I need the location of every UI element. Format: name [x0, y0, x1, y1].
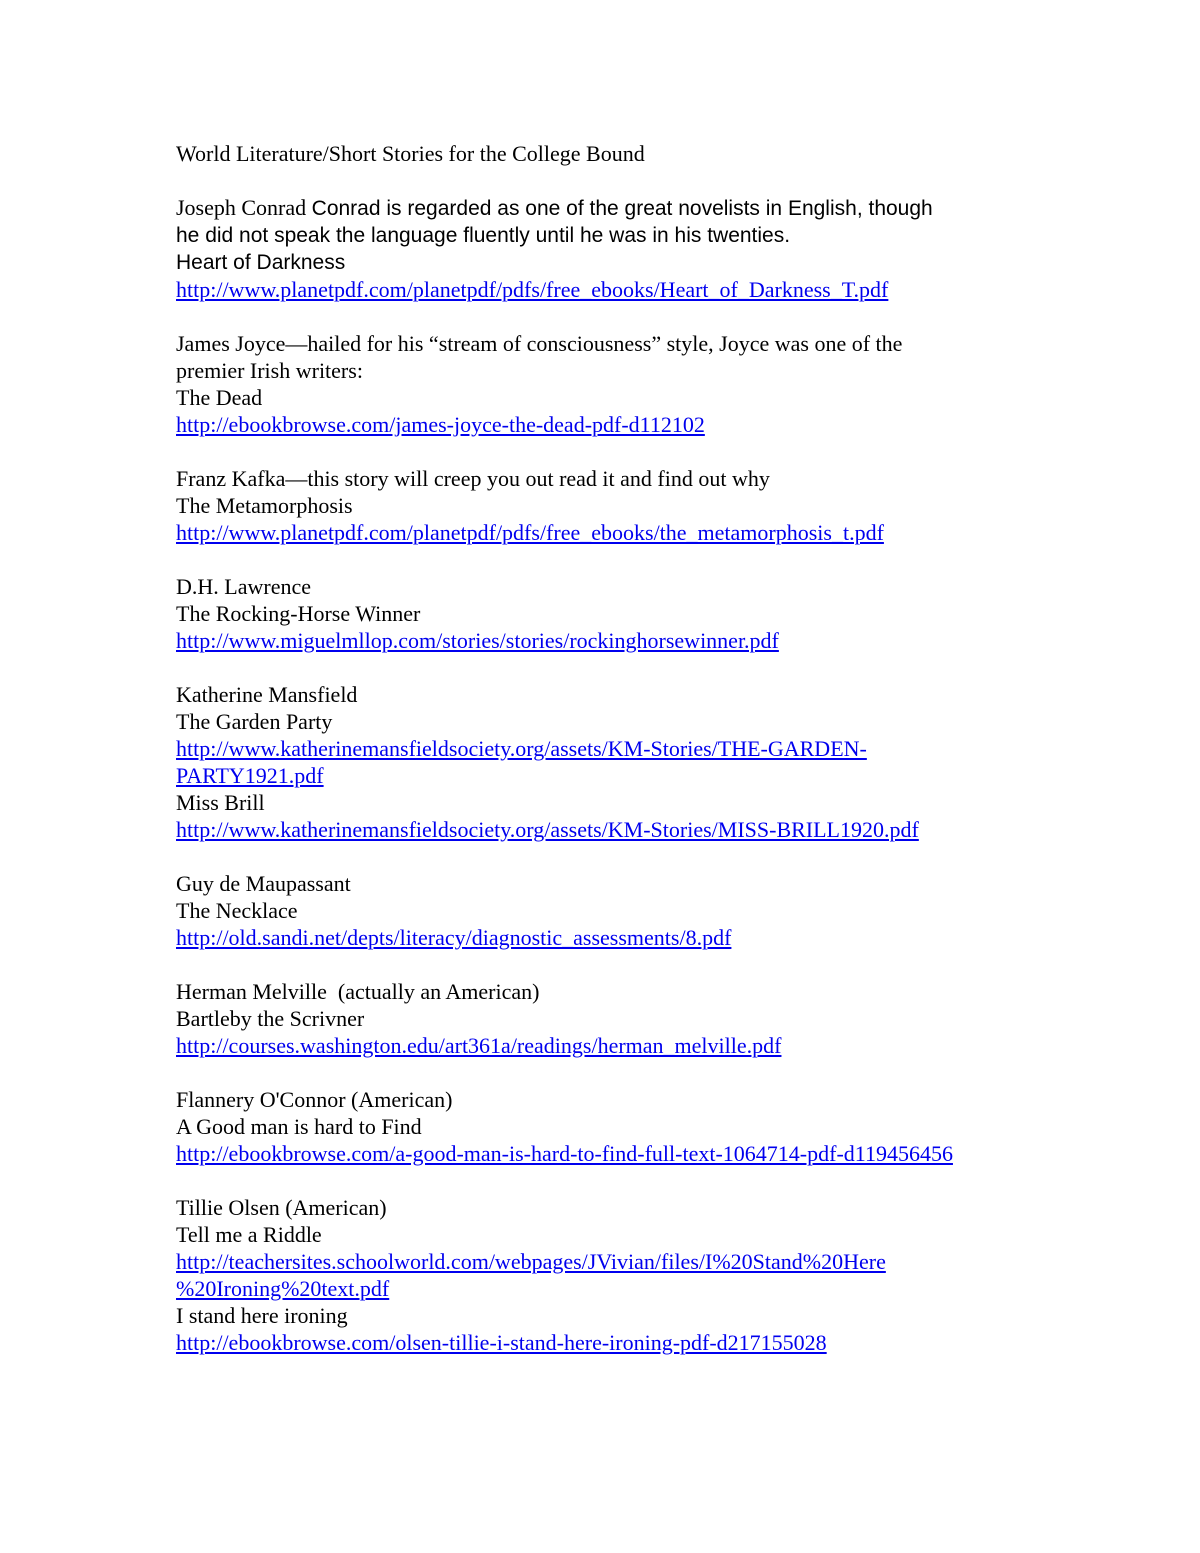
spacer [176, 654, 1136, 681]
author-name: Herman Melville (actually an American) [176, 979, 540, 1004]
author-description-cont: premier Irish writers: [176, 358, 363, 383]
work-title: Bartleby the Scrivner [176, 1006, 365, 1031]
author-name: Tillie Olsen (American) [176, 1195, 387, 1220]
work-title: A Good man is hard to Find [176, 1114, 422, 1139]
pdf-link[interactable]: http://www.planetpdf.com/planetpdf/pdfs/free_ebooks/the_metamorphosis_t.pdf [176, 520, 884, 545]
work-title: The Garden Party [176, 709, 333, 734]
pdf-link[interactable]: http://www.miguelmllop.com/stories/stories/rockinghorsewinner.pdf [176, 628, 779, 653]
author-description: Conrad is regarded as one of the great novelists in English, though [311, 197, 933, 220]
work-title: The Dead [176, 385, 263, 410]
work-title: I stand here ironing [176, 1303, 348, 1328]
spacer [176, 546, 1136, 573]
work-title: The Metamorphosis [176, 493, 353, 518]
spacer [176, 303, 1136, 330]
pdf-link[interactable]: http://ebookbrowse.com/james-joyce-the-dead-pdf-d112102 [176, 412, 705, 437]
pdf-link[interactable]: http://teachersites.schoolworld.com/webpages/JVivian/files/I%20Stand%20Here [176, 1249, 886, 1274]
pdf-link[interactable]: http://www.katherinemansfieldsociety.org/assets/KM-Stories/THE-GARDEN- [176, 736, 867, 761]
pdf-link[interactable]: http://www.planetpdf.com/planetpdf/pdfs/free_ebooks/Heart_of_Darkness_T.pdf [176, 277, 889, 302]
work-title: The Rocking-Horse Winner [176, 601, 421, 626]
author-description-cont: he did not speak the language fluently until he was in his twenties. [176, 224, 791, 247]
author-name: D.H. Lawrence [176, 574, 311, 599]
author-description: Franz Kafka—this story will creep you out read it and find out why [176, 466, 770, 491]
spacer [176, 1167, 1136, 1194]
work-title: The Necklace [176, 898, 298, 923]
author-name: Flannery O'Connor (American) [176, 1087, 453, 1112]
pdf-link[interactable]: http://courses.washington.edu/art361a/readings/herman_melville.pdf [176, 1033, 782, 1058]
author-name: Joseph Conrad [176, 195, 307, 220]
spacer [176, 843, 1136, 870]
work-title: Miss Brill [176, 790, 265, 815]
pdf-link-cont[interactable]: %20Ironing%20text.pdf [176, 1276, 390, 1301]
spacer [176, 951, 1136, 978]
spacer [176, 1059, 1136, 1086]
spacer [176, 167, 1136, 194]
author-name: Guy de Maupassant [176, 871, 351, 896]
work-title: Heart of Darkness [176, 251, 346, 274]
author-name: Katherine Mansfield [176, 682, 358, 707]
pdf-link[interactable]: http://ebookbrowse.com/a-good-man-is-hard-to-find-full-text-1064714-pdf-d119456456 [176, 1141, 953, 1166]
work-title: Tell me a Riddle [176, 1222, 322, 1247]
pdf-link[interactable]: http://old.sandi.net/depts/literacy/diagnostic_assessments/8.pdf [176, 925, 732, 950]
pdf-link[interactable]: http://ebookbrowse.com/olsen-tillie-i-stand-here-ironing-pdf-d217155028 [176, 1330, 827, 1355]
pdf-link-cont[interactable]: PARTY1921.pdf [176, 763, 324, 788]
pdf-link[interactable]: http://www.katherinemansfieldsociety.org/assets/KM-Stories/MISS-BRILL1920.pdf [176, 817, 919, 842]
conrad-entry [176, 194, 1136, 222]
document-title: World Literature/Short Stories for the College Bound [176, 141, 645, 166]
spacer [176, 438, 1136, 465]
document-body [176, 140, 1136, 1356]
author-description: James Joyce—hailed for his “stream of consciousness” style, Joyce was one of the [176, 331, 903, 356]
